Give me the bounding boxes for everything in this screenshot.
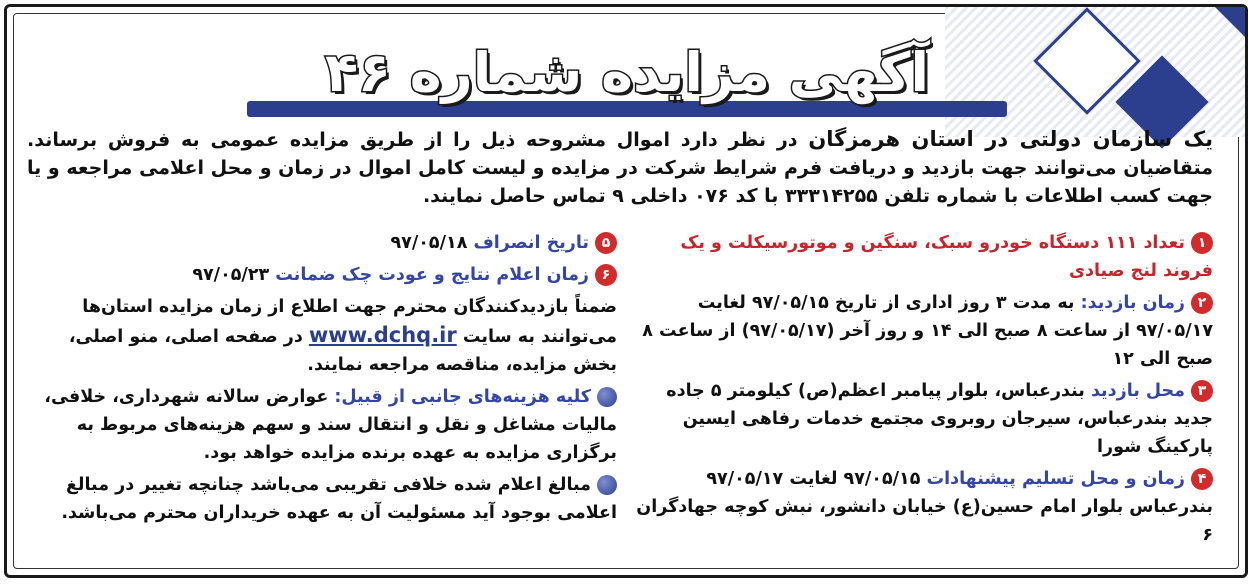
intro-text: در نظر دارد اموال مشروحه ذیل را از طریق مزایده عمومی به فروش برساند. متقاضیان می‌توانند جهت بازدید و دریافت فرم شرایط شرکت در مزایده و لیست کامل اموال در زمان و محل اعلامی مراجعه و یا جهت کسب اطلاعات با شماره تلفن ۳۳۳۱۴۲۵۵ با کد ۰۷۶ داخلی ۹ تماس حاصل نمایند.	[27, 129, 1213, 207]
item-text: به مدت ۳ روز اداری از تاریخ ۹۷/۰۵/۱۵ لغایت ۹۷/۰۵/۱۷ از ساعت ۸ صبح الی ۱۴ و روز آخر (۹۷/۰۵/۱۷) از ساعت ۸ صبح الی ۱۲	[642, 293, 1213, 369]
list-item	[635, 377, 1213, 461]
costs-text: عوارض سالانه شهرداری، خلافی، مالیات مشاغل و نقل و انتقال سند و سهم هزینه‌های مربوط به برگزاری مزایده به عهده برنده مزایده خواهد بود.	[44, 387, 617, 463]
item-number: ۵	[595, 232, 617, 254]
visit-note-post: در صفحه اصلی، منو اصلی، بخش مزایده، مناقصه مراجعه نمایند.	[68, 327, 617, 375]
organization-name: یک سازمان دولتی در استان هرمزگان	[808, 127, 1213, 151]
item-text: ۹۷/۰۵/۱۵ لغایت ۹۷/۰۵/۱۷ بندرعباس بلوار امام حسین(ع) خیابان دانشور، نبش کوچه جهادگران ۶	[636, 469, 1213, 545]
website-link[interactable]: www.dchq.ir	[308, 323, 457, 347]
item-number: ۳	[1191, 380, 1213, 402]
list-item	[37, 229, 617, 257]
notice-frame	[4, 4, 1248, 578]
corner-triangle-icon	[1215, 7, 1245, 37]
approx-note	[37, 471, 617, 527]
title-banner	[247, 35, 1007, 119]
list-item	[635, 465, 1213, 549]
item-label: محل بازدید	[1090, 381, 1185, 401]
item-label: زمان بازدید:	[1080, 293, 1185, 313]
item-number: ۲	[1191, 292, 1213, 314]
item-label: تاریخ انصراف	[473, 233, 589, 253]
intro-paragraph	[27, 125, 1213, 210]
visit-note-pre: ضمناً بازدیدکنندگان محترم جهت اطلاع از زمان مزایده استان‌ها می‌توانند به سایت	[82, 297, 617, 347]
right-column	[635, 229, 1213, 553]
bullet-icon	[597, 387, 617, 407]
costs-label: کلیه هزینه‌های جانبی از قبیل:	[334, 387, 591, 407]
item-number: ۴	[1191, 468, 1213, 490]
left-column	[37, 229, 617, 531]
item-text: ۹۷/۰۵/۲۳	[192, 265, 276, 285]
item-text: ۹۷/۰۵/۱۸	[390, 233, 474, 253]
item-number: ۱	[1191, 232, 1213, 254]
item-text: بندرعباس، بلوار پیامبر اعظم(ص) کیلومتر ۵ جاده جدید بندرعباس، سیرجان روبروی مجتمع خدمات رفاهی ایسین پارکینگ شورا	[666, 381, 1213, 457]
costs-note	[37, 383, 617, 467]
list-item	[37, 261, 617, 289]
list-item	[635, 289, 1213, 373]
item-number: ۶	[595, 264, 617, 286]
item-label: تعداد ۱۱۱ دستگاه خودرو سبک، سنگین و موتورسیکلت و یک فروند لنج صیادی	[680, 233, 1213, 281]
page-title: آگهی مزایده شماره ۴۶	[325, 41, 929, 104]
list-item	[635, 229, 1213, 285]
item-label: زمان و محل تسلیم پیشنهادات	[926, 469, 1185, 489]
visit-note	[37, 293, 617, 379]
approx-text: مبالغ اعلام شده خلافی تقریبی می‌باشد چنانچه تغییر در مبالغ اعلامی بوجود آید مسئولیت آن به عهده خریداران محترم می‌باشد.	[61, 475, 617, 523]
item-label: زمان اعلام نتایج و عودت چک ضمانت	[275, 265, 589, 285]
bullet-icon	[597, 475, 617, 495]
